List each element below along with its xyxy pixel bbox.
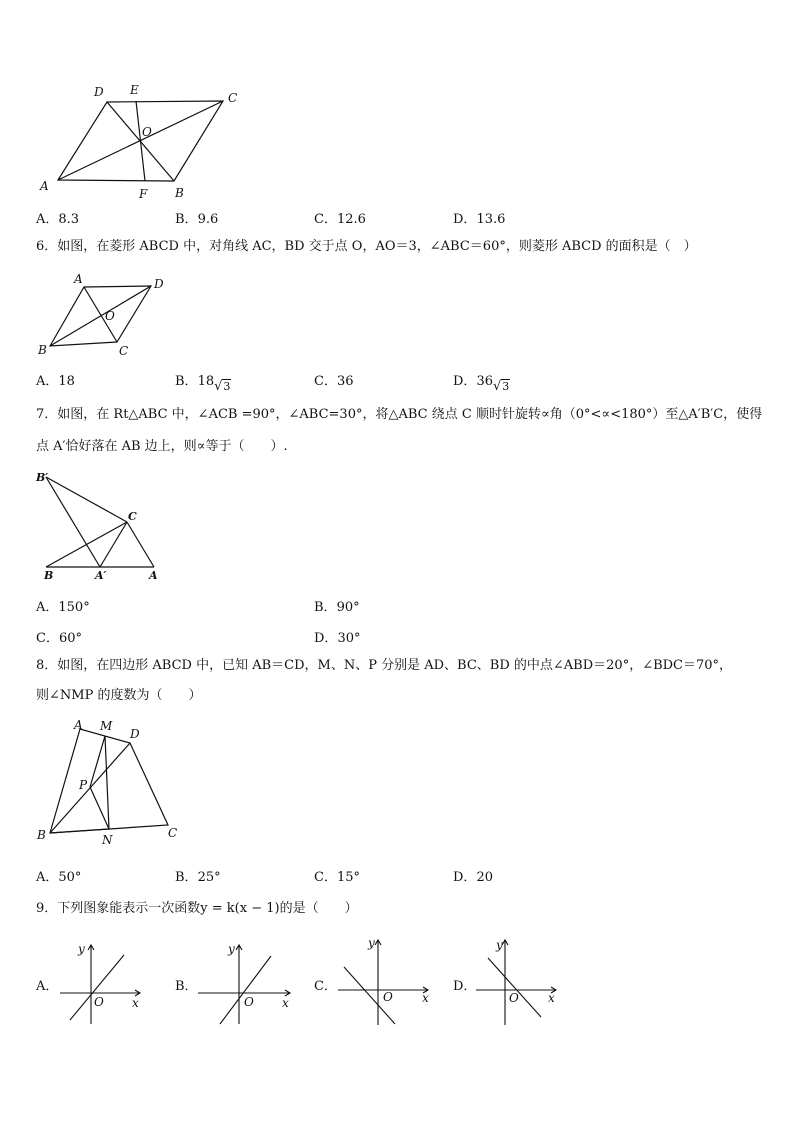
q8-option-d[interactable]: D．20 [453, 870, 493, 885]
q8-label-C: C [168, 826, 178, 840]
q5-label-F: F [139, 187, 148, 201]
q8-label-A: A [74, 718, 83, 732]
q7-label-Bprime: B′ [36, 471, 49, 484]
q8-label-M: M [100, 719, 113, 733]
q6-option-c[interactable]: C．36 [314, 374, 354, 389]
q5-option-d[interactable]: D．13.6 [453, 212, 506, 227]
q5-label-O: O [142, 125, 152, 139]
q5-label-A: A [40, 179, 49, 193]
q9-b-y-label: y [228, 942, 235, 956]
q5-option-a[interactable]: A．8.3 [36, 212, 80, 227]
q5-option-b[interactable]: B．9.6 [175, 212, 219, 227]
q8-option-b[interactable]: B．25° [175, 870, 221, 885]
q5-label-E: E [130, 83, 139, 97]
q7-figure [34, 465, 174, 585]
q7-label-Aprime: A′ [95, 569, 107, 582]
q9-stem: 9．下列图象能表示一次函数y = k(x − 1)的是（ ） [36, 901, 358, 916]
q9-formula: y = k(x − 1) [200, 901, 280, 916]
q8-option-c[interactable]: C．15° [314, 870, 360, 885]
q9-a-origin-label: O [94, 995, 104, 1009]
q9-graph-c[interactable] [336, 935, 436, 1030]
q9-c-origin-label: O [383, 990, 393, 1004]
q9-c-x-label: x [422, 991, 429, 1005]
sqrt-icon: √3 [214, 379, 231, 394]
q5-figure [36, 80, 256, 205]
q9-d-y-label: y [496, 938, 503, 952]
q7-stem-line2: 点 A′恰好落在 AB 边上，则∝等于（ ）. [36, 439, 288, 454]
q7-option-c[interactable]: C．60° [36, 631, 82, 646]
q9-graph-a[interactable] [58, 940, 158, 1030]
q9-d-origin-label: O [509, 991, 519, 1005]
q9-d-x-label: x [548, 991, 555, 1005]
sqrt-icon: √3 [492, 379, 510, 394]
q5-option-c[interactable]: C．12.6 [314, 212, 366, 227]
q7-label-A: A [149, 569, 158, 582]
q6-option-b[interactable]: B．18√3 [175, 374, 231, 394]
q9-option-c-label[interactable]: C． [314, 979, 337, 994]
q8-figure [34, 715, 184, 850]
q5-label-C: C [228, 91, 238, 105]
q9-graph-b[interactable] [196, 940, 296, 1030]
q6-stem: 6．如图，在菱形 ABCD 中，对角线 AC，BD 交于点 O，AO＝3，∠ABC＝60°，则菱形 ABCD 的面积是（ ） [36, 239, 697, 254]
q6-label-B: B [38, 343, 47, 357]
q9-option-d-label[interactable]: D． [453, 979, 477, 994]
q8-label-N: N [102, 833, 113, 847]
q8-option-a[interactable]: A．50° [36, 870, 82, 885]
q6-label-A: A [74, 272, 83, 286]
q6-label-O: O [105, 309, 115, 323]
q9-option-a-label[interactable]: A． [36, 979, 59, 994]
q9-a-x-label: x [132, 996, 139, 1010]
q8-label-B: B [37, 828, 46, 842]
q6-label-D: D [154, 277, 164, 291]
q7-option-b[interactable]: B．90° [314, 600, 360, 615]
q8-stem-line2: 则∠NMP 的度数为（ ） [36, 688, 202, 703]
q7-stem-line1: 7．如图，在 Rt△ABC 中，∠ACB =90°，∠ABC=30°，将△ABC 绕点 C 顺时针旋转∝角（0°<∝<180°）至△A′B′C，使得 [36, 407, 763, 422]
q6-figure [34, 270, 174, 360]
q9-b-x-label: x [282, 996, 289, 1010]
q5-label-B: B [175, 186, 184, 200]
q8-label-D: D [130, 727, 140, 741]
q7-label-C: C [128, 510, 137, 523]
q6-option-a[interactable]: A．18 [36, 374, 75, 389]
q6-option-d[interactable]: D．36√3 [453, 374, 510, 394]
q9-graph-d[interactable] [474, 935, 574, 1030]
q7-option-a[interactable]: A．150° [36, 600, 90, 615]
q6-label-C: C [119, 344, 129, 358]
q8-label-P: P [79, 778, 88, 792]
q9-c-y-label: y [368, 936, 375, 950]
q9-b-origin-label: O [244, 995, 254, 1009]
q7-option-d[interactable]: D．30° [314, 631, 361, 646]
q8-stem-line1: 8．如图，在四边形 ABCD 中，已知 AB＝CD，M、N、P 分别是 AD、BC、BD 的中点∠ABD＝20°，∠BDC＝70°， [36, 658, 733, 673]
q9-a-y-label: y [78, 942, 85, 956]
q7-label-B: B [44, 569, 54, 582]
q9-option-b-label[interactable]: B． [175, 979, 198, 994]
q5-label-D: D [94, 85, 104, 99]
